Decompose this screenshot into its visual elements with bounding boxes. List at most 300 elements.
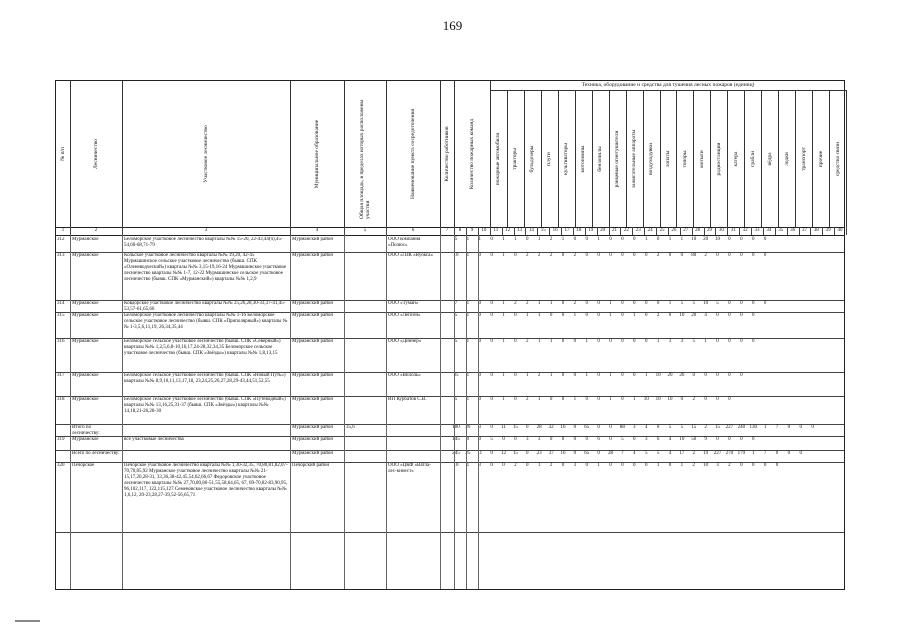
cell-value: 3 — [478, 463, 481, 468]
cell-value: 0 — [621, 339, 624, 344]
cell-value: 0 — [561, 253, 565, 258]
cell-value: 0 — [514, 339, 517, 344]
header-equipment-7 — [609, 90, 627, 227]
cell-value: 0 — [561, 437, 565, 442]
cell-value: 1 — [466, 313, 470, 318]
cell-value: 2 — [549, 463, 553, 468]
header-equipment-label: лодки — [783, 151, 790, 166]
cell-value: 0 — [644, 313, 648, 318]
cell-value: 0 — [478, 373, 481, 378]
cell-value: 5 — [668, 425, 672, 430]
cell-org: ИП Курбатов С.В. — [388, 397, 427, 402]
header-equipment-3 — [541, 90, 559, 227]
cell-district: Беломорское сельское участковое лесничество (бывш. СПК «Путеводный») кварталы №№ 13,16,25,31-37 (бывш. СПК «Звёзды») кварталы №№ 14,18,21-26,28-30 — [124, 397, 286, 414]
cell-value: 1 — [466, 397, 470, 402]
cell-value: 0 — [680, 253, 684, 258]
table-header — [56, 81, 844, 228]
cell-value: 2 — [573, 301, 577, 306]
cell-value: 0 — [490, 313, 493, 318]
cell-value: 227 — [713, 451, 722, 456]
cell-value: 0 — [490, 463, 493, 468]
cell-values — [450, 313, 759, 319]
cell-value: 15 — [512, 425, 518, 430]
cell-value: 4 — [644, 425, 648, 430]
cell-value: 0 — [526, 463, 529, 468]
cell-value: 17 — [679, 451, 685, 456]
grid-line — [454, 235, 455, 589]
column-number: 12 — [502, 227, 515, 235]
cell-value: 0 — [490, 253, 493, 258]
column-number: 7 — [440, 227, 455, 235]
cell-value: 2 — [692, 451, 695, 456]
cell-value: 1 — [466, 339, 470, 344]
cell-value: 0 — [728, 373, 731, 378]
cell-value: 0 — [526, 425, 529, 430]
equipment-title: Техника, оборудование и средства для тушения лесных пожаров (единиц) — [490, 81, 846, 91]
cell-org: ООО «ЛЗК «Вуокса» — [388, 253, 434, 258]
column-number: 4 — [290, 227, 345, 235]
column-number: 5 — [344, 227, 387, 235]
cell-values — [450, 373, 747, 379]
header-count: Количество пожарных команд — [454, 81, 491, 227]
cell-value: 0 — [751, 313, 755, 318]
cell-municipality: Мурманский район — [292, 437, 334, 442]
cell-value: 0 — [573, 373, 577, 378]
cell-value: 130 — [749, 425, 757, 430]
cell-forestry: Мурманское — [72, 373, 99, 378]
cell-value: 1 — [573, 313, 577, 318]
cell-value: 10 — [643, 397, 649, 402]
cell-value: 2 — [537, 373, 541, 378]
cell-value: 0 — [609, 437, 612, 442]
cell-value: 0 — [514, 397, 517, 402]
cell-value: 1 — [633, 397, 636, 402]
cell-value: 0 — [716, 437, 719, 442]
cell-value: 1 — [585, 339, 588, 344]
cell-value: 0 — [633, 339, 636, 344]
cell-value: 1 — [466, 237, 470, 242]
cell-value: 0 — [597, 253, 600, 258]
cell-value: 0 — [740, 301, 743, 306]
cell-value: 0 — [644, 253, 648, 258]
header-equipment-17 — [778, 90, 796, 227]
cell-value: 50 — [691, 437, 697, 442]
column-number: 20 — [597, 227, 610, 235]
cell-value: 1 — [609, 373, 612, 378]
cell-value: 0 — [775, 463, 779, 468]
column-number-row — [56, 227, 844, 236]
cell-value: 0 — [668, 253, 672, 258]
column-number: 10 — [478, 227, 491, 235]
cell-value: 1 — [526, 373, 529, 378]
cell-value: 0 — [621, 301, 624, 306]
cell-value: 0 — [656, 425, 660, 430]
cell-value: 32 — [548, 425, 554, 430]
cell-value: 37 — [548, 451, 554, 456]
header-equipment-label: вёдра — [766, 151, 773, 166]
cell-value: 0 — [740, 339, 743, 344]
cell-value: 3 — [633, 425, 636, 430]
column-number: 19 — [585, 227, 598, 235]
header-equipment-13 — [710, 90, 728, 227]
cell-value: 11 — [477, 451, 483, 456]
cell-value: 1 — [668, 301, 672, 306]
cell-value: 3 — [478, 425, 481, 430]
cell-district: Печорское участковое лесничество кварталы №№ 1,30-32,35, 70,80,81,82,07-70,70,85,92 Мурманское участковое лесничество кварталы №№ 21-15,17,20,28-31, 33,36,38-42,45,54,62,66,67 Федоровское участковое лесничество кварталы №№ 27,70,80,86-51,55,58,64,65, 67, 69-70,82-83,90,95, 96,102,117, 122,115,127 Семеновское участковое лесничество кварталы №№ 1,6,12, 20-23,28,27-39,52-56,65,71 — [124, 463, 288, 498]
column-number: 14 — [525, 227, 538, 235]
cell-value: 1 — [502, 253, 505, 258]
cell-value: 0 — [490, 425, 493, 430]
cell-value: 0 — [573, 425, 577, 430]
cell-value: 1 — [502, 237, 505, 242]
cell-value: 0 — [740, 313, 743, 318]
cell-value: 0 — [478, 339, 481, 344]
column-number: 34 — [763, 227, 776, 235]
header-equipment-label: радиостанции — [715, 142, 722, 175]
column-number: 3 — [122, 227, 291, 235]
cell-value: 1 — [561, 237, 565, 242]
cell-value: 0 — [728, 253, 731, 258]
column-number: 8 — [454, 227, 467, 235]
cell-value: 0 — [585, 397, 588, 402]
cell-value: 10 — [715, 237, 721, 242]
cell-value: 4 — [668, 451, 672, 456]
cell-value: 2 — [526, 301, 529, 306]
cell-value: 1 — [466, 463, 470, 468]
cell-value: 0 — [716, 373, 719, 378]
cell-value: 0 — [478, 313, 481, 318]
cell-value: 0 — [751, 301, 755, 306]
cell-value: 4 — [668, 437, 672, 442]
cell-value: 2 — [549, 237, 553, 242]
cell-no: 314 — [57, 301, 65, 306]
cell-municipality: Мурманский район — [292, 339, 334, 344]
cell-value: 5 — [490, 437, 493, 442]
cell-value: 7 — [763, 451, 767, 456]
cell-value: 0 — [740, 463, 743, 468]
header-equipment-label: бульдозеры — [529, 145, 536, 172]
header-equipment-0 — [490, 90, 508, 227]
cell-org: ООО компания «Полюс» — [388, 237, 421, 248]
cell-value: 0 — [728, 437, 731, 442]
header-equipment-label: тракторы — [512, 147, 519, 170]
cell-value: 0 — [621, 313, 624, 318]
cell-value: 28 — [536, 425, 542, 430]
header-equipment-label: ранцевые огнетушители — [614, 130, 621, 187]
cell-value: 0 — [716, 339, 719, 344]
cell-value: 0 — [787, 425, 791, 430]
cell-value: 0 — [573, 237, 577, 242]
header-equipment-label: транспорт — [800, 146, 807, 171]
column-number: 26 — [668, 227, 681, 235]
cell-value: 1 — [502, 339, 505, 344]
header-equipment-label: культиваторы — [563, 142, 570, 175]
cell-value: 0 — [609, 425, 612, 430]
cell-value: 23 — [536, 451, 542, 456]
cell-value: 0 — [633, 237, 636, 242]
cell-value: 1 — [549, 301, 553, 306]
cell-value: 1 — [585, 373, 588, 378]
cell-no: 318 — [57, 397, 65, 402]
cell-value: 0 — [621, 397, 624, 402]
cell-value: 1 — [537, 339, 541, 344]
cell-municipality: Мурманский район — [292, 425, 334, 430]
cell-value: 0 — [621, 237, 624, 242]
cell-value: 3 — [680, 339, 684, 344]
cell-value: 15 — [691, 425, 697, 430]
grid-line — [466, 235, 467, 589]
header-equipment-5 — [575, 90, 593, 227]
cell-value: 16 — [560, 451, 566, 456]
cell-values — [450, 463, 783, 469]
cell-no: 313 — [57, 253, 65, 258]
cell-org: ООО «Туман» — [388, 301, 419, 306]
cell-value: 1 — [609, 301, 612, 306]
cell-value: 1 — [537, 313, 541, 318]
cell-value: 2 — [526, 253, 529, 258]
cell-value: 3 — [573, 463, 577, 468]
cell-value: 1 — [633, 313, 636, 318]
cell-value: 0 — [692, 373, 695, 378]
cell-value: 0 — [656, 237, 660, 242]
cell-value: 1 — [597, 237, 600, 242]
cell-value: 19 — [703, 451, 709, 456]
cell-value: 1 — [549, 373, 553, 378]
cell-value: 1 — [466, 301, 470, 306]
cell-value: 6 — [656, 437, 660, 442]
table-row — [56, 312, 844, 339]
column-number: 33 — [751, 227, 764, 235]
table-row — [56, 462, 844, 533]
column-number: 16 — [549, 227, 562, 235]
cell-value: 0 — [609, 253, 612, 258]
cell-value: 1 — [680, 237, 684, 242]
cell-value: 0 — [763, 237, 767, 242]
cell-value: 0 — [668, 463, 672, 468]
column-number: 21 — [609, 227, 622, 235]
cell-value: 5 — [692, 301, 695, 306]
cell-value: 2 — [573, 253, 577, 258]
cell-value: 9 — [466, 437, 470, 442]
cell-value: 0 — [549, 397, 553, 402]
column-number: 30 — [715, 227, 728, 235]
cell-value: 0 — [514, 437, 517, 442]
header-workers: Количество работников — [440, 81, 455, 227]
cell-value: 0 — [597, 373, 600, 378]
cell-value: 20 — [691, 313, 697, 318]
cell-value: 4 — [633, 451, 636, 456]
cell-value: 5 — [621, 437, 624, 442]
column-number: 36 — [787, 227, 800, 235]
cell-values — [450, 397, 735, 403]
header-equipment-4 — [558, 90, 576, 227]
cell-value: 0 — [561, 313, 565, 318]
column-number: 23 — [632, 227, 645, 235]
header-equipment-16 — [761, 90, 779, 227]
cell-values — [450, 437, 759, 443]
header-equipment-9 — [643, 90, 661, 227]
header-municipality: Муниципальное образование — [290, 81, 345, 227]
cell-value: 26 — [679, 373, 685, 378]
cell-value: 0 — [704, 397, 707, 402]
cell-value: 0 — [549, 313, 553, 318]
cell-value: 0 — [597, 451, 600, 456]
header-equipment-label: зажигательные аппараты — [631, 129, 638, 188]
cell-value: 0 — [751, 253, 755, 258]
cell-value: 1 — [644, 237, 648, 242]
cell-municipality: Мурманский район — [292, 313, 334, 318]
cell-value: 0 — [597, 301, 600, 306]
cell-value: 0 — [597, 397, 600, 402]
cell-value: 0 — [656, 301, 660, 306]
cell-no: 316 — [57, 339, 65, 344]
cell-value: 0 — [490, 237, 493, 242]
cell-value: 1 — [704, 339, 707, 344]
cell-value: 7 — [775, 425, 779, 430]
column-number: 17 — [561, 227, 574, 235]
header-equipment-11 — [676, 90, 694, 227]
cell-no: 317 — [57, 373, 65, 378]
column-number: 22 — [620, 227, 633, 235]
cell-value: 0 — [644, 463, 648, 468]
cell-value: 0 — [644, 339, 648, 344]
table-row — [56, 372, 844, 397]
header-equipment-2 — [524, 90, 542, 227]
grid-line — [478, 235, 479, 589]
grid-line — [440, 235, 441, 589]
cell-value: 10 — [667, 397, 673, 402]
cell-value: 1 — [656, 463, 660, 468]
cell-value: 15 — [512, 451, 518, 456]
column-number: 40 — [834, 227, 847, 235]
cell-value: 0 — [478, 437, 481, 442]
cell-value: 0 — [478, 253, 481, 258]
cell-value: 0 — [478, 397, 481, 402]
cell-value: 1 — [537, 301, 541, 306]
column-number: 2 — [70, 227, 123, 235]
table-row — [56, 236, 844, 253]
cell-value: 35 — [453, 373, 459, 378]
cell-value: 5 — [454, 313, 458, 318]
column-number: 6 — [386, 227, 441, 235]
cell-value: 1 — [609, 397, 612, 402]
cell-value: 0 — [561, 301, 565, 306]
cell-value: 0 — [585, 313, 588, 318]
cell-value: 65 — [584, 451, 590, 456]
header-equipment-label: топоры — [681, 149, 688, 168]
header-equipment-20 — [829, 90, 847, 227]
column-number: 28 — [692, 227, 705, 235]
cell-value: 0 — [728, 313, 731, 318]
cell-district: все участковые лесничества — [124, 437, 184, 442]
cell-value: 1 — [526, 313, 529, 318]
cell-value: 270 — [725, 451, 734, 456]
cell-value: 0 — [644, 301, 648, 306]
header-district: Участковое лесничество — [122, 81, 291, 227]
cell-org: ООО «Вилоль» — [388, 373, 421, 378]
header-equipment-1 — [507, 90, 525, 227]
cell-value: 0 — [716, 313, 719, 318]
cell-value: 100 — [452, 425, 460, 430]
cell-value: 1 — [763, 425, 767, 430]
cell-value: 0 — [728, 339, 731, 344]
cell-value: 0 — [740, 253, 743, 258]
column-number: 35 — [775, 227, 788, 235]
data-table — [55, 80, 845, 590]
cell-value: 1 — [597, 463, 600, 468]
cell-value: 240 — [737, 425, 746, 430]
cell-value: 3 — [716, 463, 719, 468]
cell-forestry: Мурманское — [72, 237, 99, 242]
cell-value: 0 — [609, 339, 612, 344]
column-number: 15 — [537, 227, 550, 235]
cell-value: 0 — [680, 397, 684, 402]
cell-value: 15 — [715, 425, 721, 430]
cell-value: 0 — [526, 451, 529, 456]
cell-value: 3 — [537, 437, 541, 442]
cell-value: 1 — [644, 373, 648, 378]
cell-municipality: Мурманский район — [292, 373, 334, 378]
cell-value: 0 — [502, 463, 505, 468]
cell-value: 0 — [728, 397, 731, 402]
cell-forestry: Печорское — [72, 463, 95, 468]
cell-value: 0 — [740, 437, 743, 442]
cell-value: 0 — [490, 373, 493, 378]
cell-value: 1 — [537, 237, 541, 242]
cell-value: 65 — [584, 425, 590, 430]
cell-district: Беломорское сельское участковое лесничество (бывш. СПК «Новый Путь») кварталы №№ 8,9,10,11,13,17,18, 23,24,25,26,27,28,29-43,44,51,52,55 — [124, 373, 286, 384]
header-equipment-label: прочие — [817, 150, 824, 167]
cell-value: 20 — [703, 237, 709, 242]
cell-value: 0 — [502, 437, 505, 442]
cell-value: 0 — [585, 237, 588, 242]
cell-values — [450, 301, 771, 307]
cell-value: 0 — [621, 253, 624, 258]
header-equipment-label: мотопомпы — [580, 145, 587, 172]
cell-value: 10 — [453, 463, 459, 468]
cell-value: 1 — [537, 397, 541, 402]
cell-value: 0 — [633, 301, 636, 306]
column-number: 27 — [680, 227, 693, 235]
cell-value: 5 — [680, 425, 684, 430]
cell-value: 0 — [763, 253, 767, 258]
cell-value: 2 — [704, 253, 707, 258]
header-equipment-label: средства связи — [834, 141, 841, 176]
column-number: 1 — [56, 227, 71, 235]
cell-value: 5 — [692, 339, 695, 344]
column-number: 13 — [514, 227, 527, 235]
cell-value: 0 — [490, 339, 493, 344]
page-number: 169 — [442, 18, 463, 33]
cell-municipality: Мурманский район — [292, 237, 334, 242]
cell-no: 315 — [57, 313, 65, 318]
cell-org: ООО «Диннер» — [388, 339, 422, 344]
cell-value: 0 — [561, 463, 565, 468]
cell-value: 10 — [679, 437, 685, 442]
header-equipment-label: бензопилы — [597, 145, 604, 172]
column-number: 31 — [727, 227, 740, 235]
cell-forestry: Всего по лесничеству: — [72, 451, 120, 456]
cell-value: 0 — [633, 373, 636, 378]
cell-value: 0 — [478, 301, 481, 306]
header-equipment-18 — [795, 90, 813, 227]
cell-value: 0 — [609, 237, 612, 242]
margin-mark — [15, 620, 40, 622]
grid-line — [344, 235, 345, 589]
cell-value: 10 — [453, 253, 459, 258]
cell-value: 10 — [703, 463, 709, 468]
cell-forestry: Мурманское — [72, 339, 99, 344]
